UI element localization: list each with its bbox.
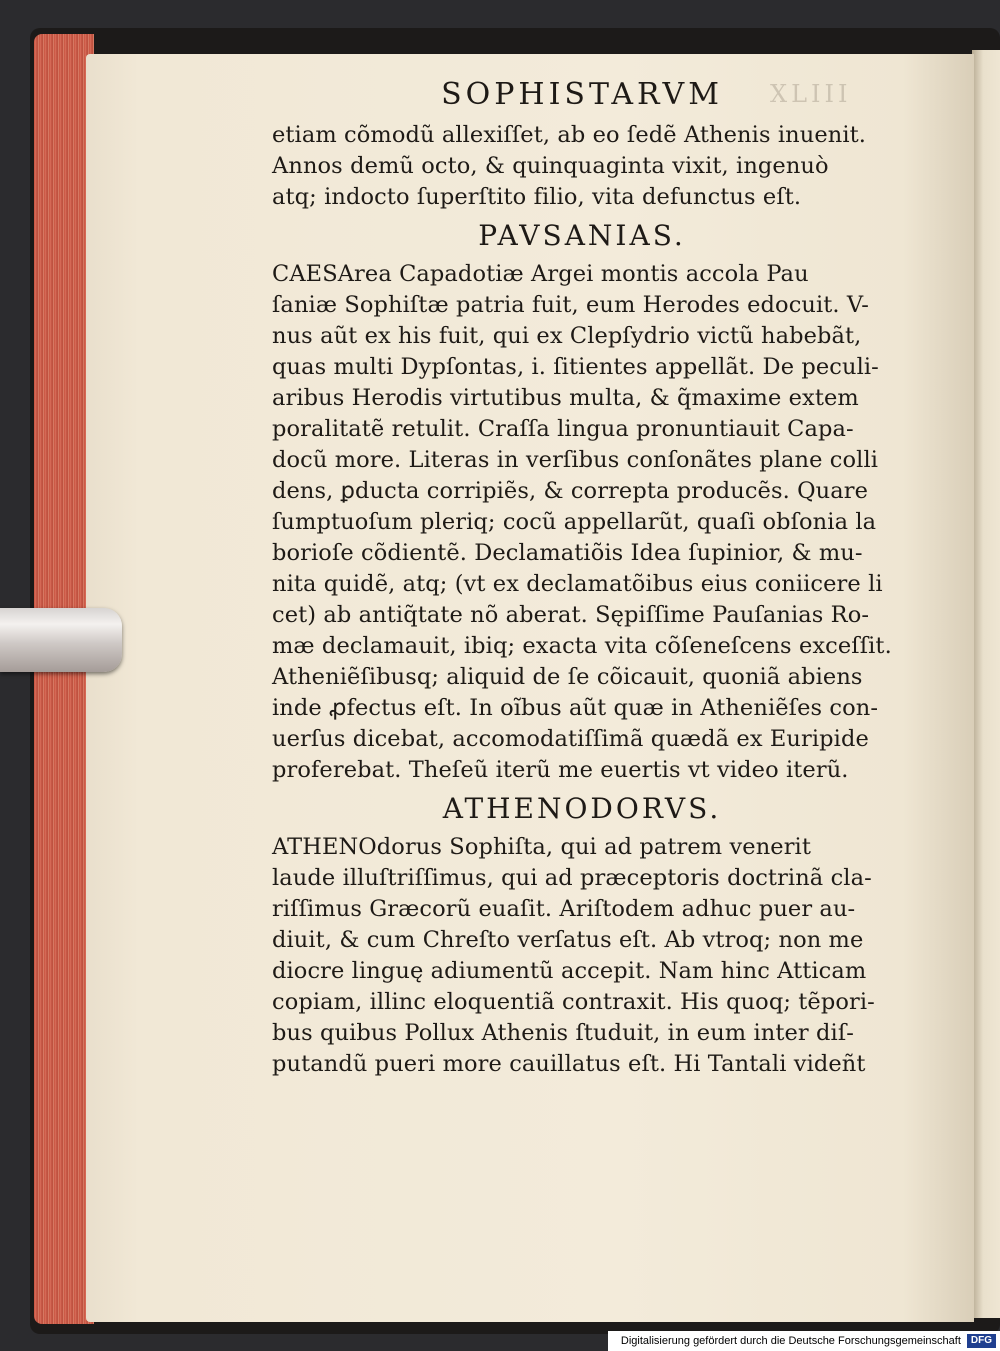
digitization-footer: [608, 1331, 1000, 1351]
text-line: uerſus dicebat, accomodatiſſimã quædã ex Euripide: [272, 726, 869, 752]
bleed-through-text: XLIII: [770, 80, 852, 108]
text-line: inde ꝓfectus eſt. In oĩbus aũt quæ in Atheniẽſes con-: [272, 695, 879, 721]
text-line: quas multi Dypſontas, i. ſitientes appellãt. De peculi-: [272, 354, 879, 380]
page-holder-clip: [0, 608, 122, 672]
text-line: cet) ab antiq̃tate nõ aberat. Sępiſſime Pauſanias Ro-: [272, 602, 870, 628]
text-line: docũ more. Literas in verſibus conſonãtes plane colli: [272, 447, 879, 473]
text-line: mæ declamauit, ibiq; exacta vita cõſeneſcens exceſſit.: [272, 633, 892, 659]
text-line: aribus Herodis virtutibus multa, & q̃maxime extem: [272, 385, 859, 411]
text-line: putandũ pueri more cauillatus eſt. Hi Tantali videñt: [272, 1051, 866, 1077]
text-line: ſumptuoſum pleriq; cocũ appellarũt, quaſi obſonia la: [272, 509, 877, 535]
text-line: ATHENOdorus Sophiſta, qui ad patrem venerit: [272, 834, 811, 860]
section-body-athenodorus: [272, 832, 892, 1080]
text-line: laude illuſtriſſimus, qui ad præceptoris doctrinã cla-: [272, 865, 872, 891]
text-line: atq; indocto ſuperſtito filio, vita defunctus eſt.: [272, 184, 802, 210]
text-line: proferebat. Theſeũ iterũ me euertis vt video iterũ.: [272, 757, 849, 783]
section-heading-pausanias: PAVSANIAS.: [478, 219, 686, 252]
text-line: diocre linguę adiumentũ accepit. Nam hinc Atticam: [272, 958, 867, 984]
text-line: nus aũt ex his fuit, qui ex Clepſydrio victũ habebãt,: [272, 323, 862, 349]
running-head: SOPHISTARVM: [441, 77, 723, 112]
page-edges: [34, 34, 94, 1324]
text-line: diuit, & cum Chreſto verſatus eſt. Ab vtroq; non me: [272, 927, 864, 953]
dfg-logo[interactable]: DFG: [967, 1334, 996, 1348]
text-line: nita quidẽ, atq; (vt ex declamatõibus eius coniicere li: [272, 571, 883, 597]
text-line: borioſe cõdientẽ. Declamatiõis Idea ſupinior, & mu-: [272, 540, 863, 566]
text-line: etiam cõmodũ allexiſſet, ab eo ſedẽ Athenis inuenit.: [272, 122, 867, 148]
text-line: Atheniẽſibusq; aliquid de ſe cõicauit, quoniã abiens: [272, 664, 863, 690]
text-line: copiam, illinc eloquentiã contraxit. His quoq; tẽpori-: [272, 989, 875, 1015]
intro-paragraph: [272, 120, 892, 213]
section-heading-athenodorus: ATHENODORVS.: [442, 792, 722, 825]
section-body-pausanias: [272, 259, 892, 786]
text-line: dens, ꝑducta corripiẽs, & correpta producẽs. Quare: [272, 478, 869, 504]
text-line: ſaniæ Sophiſtæ patria fuit, eum Herodes edocuit. V-: [272, 292, 869, 318]
footer-credit: Digitalisierung gefördert durch die Deutsche Forschungsgemeinschaft: [620, 1335, 961, 1347]
page-text: [272, 76, 892, 1080]
text-line: bus quibus Pollux Athenis ſtuduit, in eum inter diſ-: [272, 1020, 854, 1046]
text-line: poralitatẽ retulit. Craſſa lingua pronuntiauit Capa-: [272, 416, 854, 442]
text-line: Annos demũ octo, & quinquaginta vixit, ingenuò: [272, 153, 829, 179]
text-line: CAESArea Capadotiæ Argei montis accola Pau: [272, 261, 809, 287]
text-line: riſſimus Græcorũ euaſit. Ariſtodem adhuc puer au-: [272, 896, 856, 922]
facing-page-edge: [972, 50, 1000, 1318]
